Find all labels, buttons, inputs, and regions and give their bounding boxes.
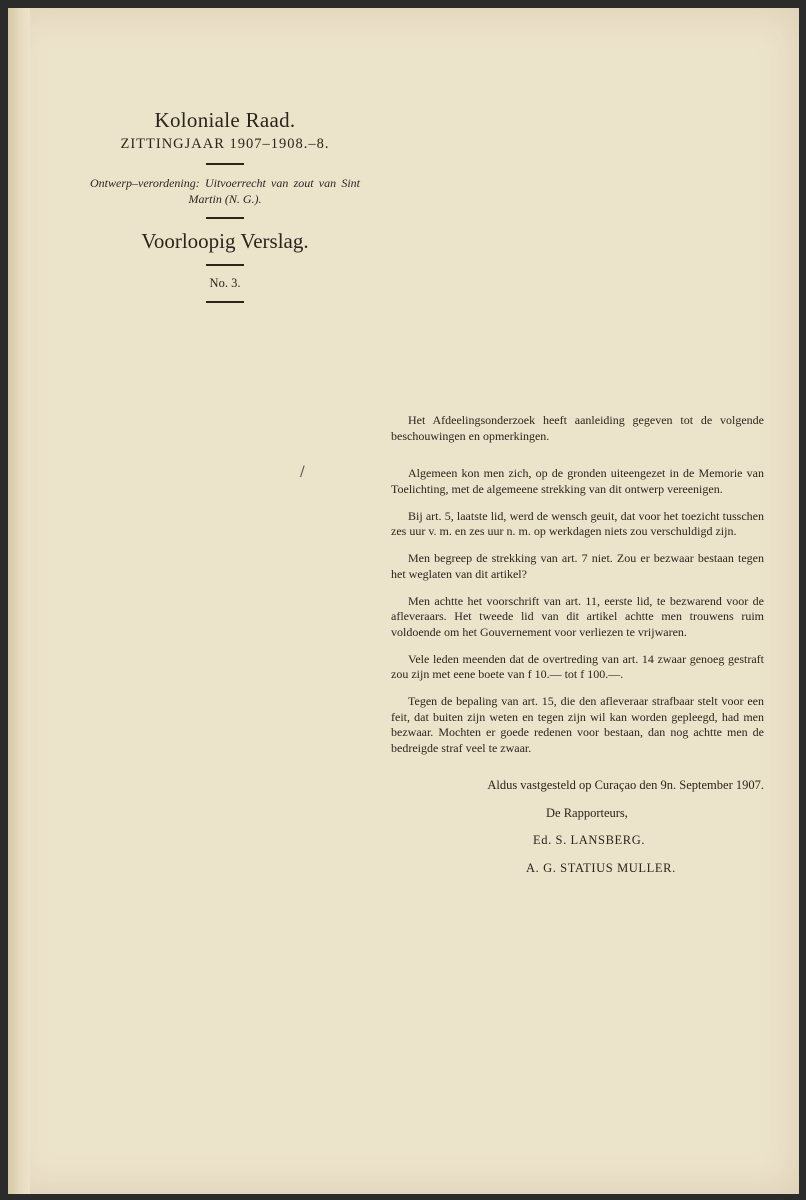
signatory-statius-muller: A. G. STATIUS MULLER. xyxy=(526,860,676,875)
rapporteurs-label: De Rapporteurs, xyxy=(546,805,628,820)
council-title: Koloniale Raad. xyxy=(154,108,296,132)
paragraph: Men achtte het voorschrift van art. 11, eerste lid, te bezwarend voor de afleveraars. Het tweede lid van dit artikel achtte men trouwens ruim voldoende om het Gouvernement voor verliezen te vrijwaren. xyxy=(391,593,764,639)
paragraph: Bij art. 5, laatste lid, werd de wensch geuit, dat voor het toezicht tusschen zes uur v. m. en zes uur n. m. op werkdagen niets zou verschuldigd zijn. xyxy=(391,508,764,538)
subject-divider xyxy=(206,217,244,219)
document-number: No. 3. xyxy=(209,276,241,290)
paragraph: Men begreep de strekking van art. 7 niet. Zou er bezwaar bestaan tegen het weglaten van dit artikel? xyxy=(391,551,764,581)
document-page xyxy=(8,8,799,1194)
report-body xyxy=(391,413,764,888)
place-date: Aldus vastgesteld op Curaçao den 9n. September 1907. xyxy=(487,778,764,792)
paragraph: Het Afdeelingsonderzoek heeft aanleiding gegeven tot de volgende beschouwingen en opmerkingen. xyxy=(391,413,764,443)
number-divider xyxy=(206,301,244,303)
paragraph: Tegen de bepaling van art. 15, die den afleveraar strafbaar stelt voor een feit, dat buiten zijn weten en tegen zijn wil kan worden gepleegd, had men bezwaar. Mochten er goede redenen voor bestaan, dan nog achtte men de bedreigde straf veel te zwaar. xyxy=(391,694,764,755)
title-divider xyxy=(206,264,244,266)
signatory-lansberg: Ed. S. LANSBERG. xyxy=(533,833,646,847)
document-title: Voorloopig Verslag. xyxy=(141,229,309,253)
header-divider xyxy=(206,163,244,165)
document-subject: Ontwerp–verordening: Uitvoerrecht van zout van Sint Martin (N. G.). xyxy=(90,176,360,206)
pencil-mark: / xyxy=(300,464,305,480)
document-header xyxy=(90,108,360,313)
session-year: ZITTINGJAAR 1907–1908.–8. xyxy=(120,136,330,152)
closing-block xyxy=(391,778,764,876)
binding-edge xyxy=(8,8,30,1194)
paragraph: Algemeen kon men zich, op de gronden uiteengezet in de Memorie van Toelichting, met de algemeene strekking van dit ontwerp vereenigen. xyxy=(391,466,764,496)
paragraph: Vele leden meenden dat de overtreding van art. 14 zwaar genoeg gestraft zou zijn met eene boete van f 10.— tot f 100.—. xyxy=(391,651,764,681)
